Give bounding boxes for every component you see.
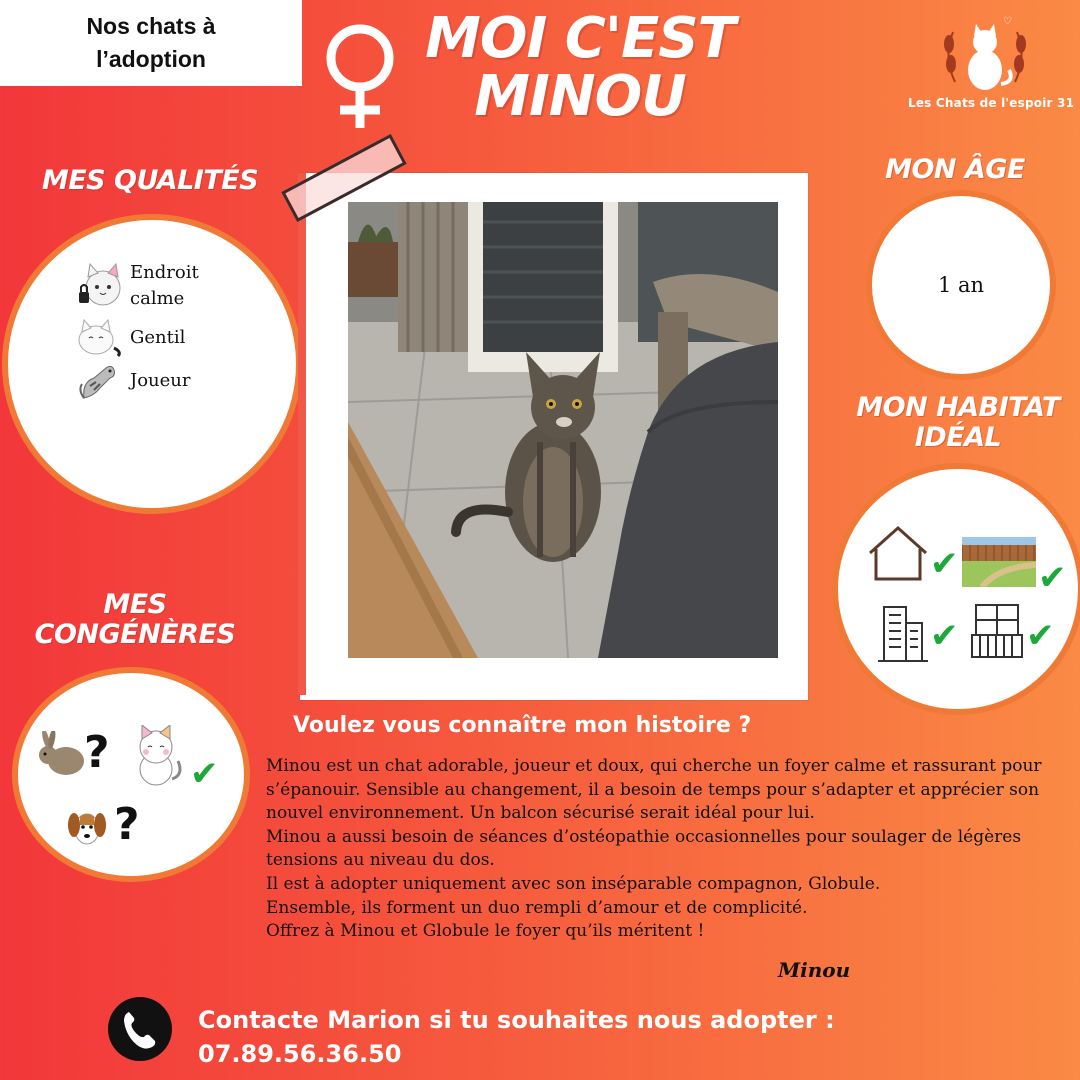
cat-lock-icon bbox=[76, 262, 124, 310]
contact-phone[interactable]: 07.89.56.36.50 bbox=[198, 1040, 402, 1068]
svg-text:♡: ♡ bbox=[1003, 16, 1012, 27]
quality-label: Gentil bbox=[130, 327, 186, 348]
signature: Minou bbox=[778, 958, 851, 982]
check-icon: ✔ bbox=[190, 754, 219, 794]
habitat-heading bbox=[838, 393, 1078, 453]
quality-label: Endroit calme bbox=[130, 262, 199, 309]
unknown-rabbit-icon: ? bbox=[84, 727, 110, 778]
female-symbol-icon bbox=[318, 20, 402, 132]
cat-photo bbox=[348, 202, 778, 658]
qualities-circle bbox=[2, 214, 302, 514]
rabbit-icon bbox=[36, 731, 86, 777]
playing-cat-icon bbox=[76, 360, 124, 402]
page-title bbox=[420, 6, 740, 129]
story-heading: Voulez vous connaître mon histoire ? bbox=[293, 713, 752, 738]
age-value: 1 an bbox=[937, 273, 985, 297]
quality-label: Joueur bbox=[130, 370, 191, 391]
congeneres-heading-line-1: MES bbox=[103, 589, 167, 620]
logo-name: Les Chats de l'espoir 31 bbox=[908, 96, 1075, 110]
apartment-building-icon bbox=[876, 603, 930, 663]
habitat-circle bbox=[832, 463, 1080, 715]
phone-icon[interactable] bbox=[107, 996, 173, 1062]
congeneres-circle bbox=[12, 667, 250, 882]
unknown-dog-icon: ? bbox=[114, 799, 140, 850]
cat-icon bbox=[76, 318, 124, 358]
adoption-badge bbox=[0, 0, 302, 86]
contact-text: Contacte Marion si tu souhaites nous adopter : bbox=[198, 1006, 835, 1034]
check-icon: ✔ bbox=[1038, 558, 1067, 598]
title-line-2: MINOU bbox=[474, 64, 686, 129]
check-icon: ✔ bbox=[930, 616, 959, 656]
house-icon bbox=[866, 523, 930, 583]
cat-companion-icon bbox=[130, 725, 186, 787]
badge-line-1: Nos chats à bbox=[86, 12, 216, 39]
check-icon: ✔ bbox=[930, 544, 959, 584]
story-text: Minou est un chat adorable, joueur et doux, qui cherche un foyer calme et rassurant pour s’épanouir. Sensible au changement, il a besoin de temps pour s’adapter et apprécier son nouvel environnement. Un balcon sécurisé serait idéal pour lui. Minou a aussi besoin de séances d’ostéopathie occasionnelles pour soulager de légères tensions au niveau du dos. Il est à adopter uniquement avec son inséparable compagnon, Globule. Ensemble, ils forment un duo rempli d’amour et de complicité. Offrez à Minou et Globule le foyer qu’ils méritent ! bbox=[266, 756, 1042, 942]
garden-icon bbox=[962, 537, 1036, 587]
quality-item-calm bbox=[76, 260, 210, 312]
contact-block bbox=[198, 1003, 835, 1071]
habitat-heading-line-1: MON HABITAT bbox=[856, 392, 1060, 423]
quality-item-playful bbox=[76, 360, 191, 402]
check-icon: ✔ bbox=[1026, 616, 1055, 656]
badge-line-2: l’adoption bbox=[96, 46, 206, 72]
title-line-1: MOI C'EST bbox=[425, 6, 735, 71]
congeneres-heading bbox=[20, 590, 250, 650]
age-heading: MON ÂGE bbox=[885, 154, 1025, 185]
cat-logo-icon bbox=[935, 12, 1035, 94]
frame-edge bbox=[298, 173, 306, 695]
age-circle bbox=[866, 190, 1056, 380]
dog-icon bbox=[66, 805, 108, 849]
congeneres-heading-line-2: CONGÉNÈRES bbox=[34, 619, 236, 650]
quality-item-gentle bbox=[76, 318, 185, 358]
habitat-heading-line-2: IDÉAL bbox=[914, 422, 1002, 453]
qualities-heading: MES QUALITÉS bbox=[41, 165, 259, 196]
balcony-icon bbox=[970, 603, 1024, 659]
